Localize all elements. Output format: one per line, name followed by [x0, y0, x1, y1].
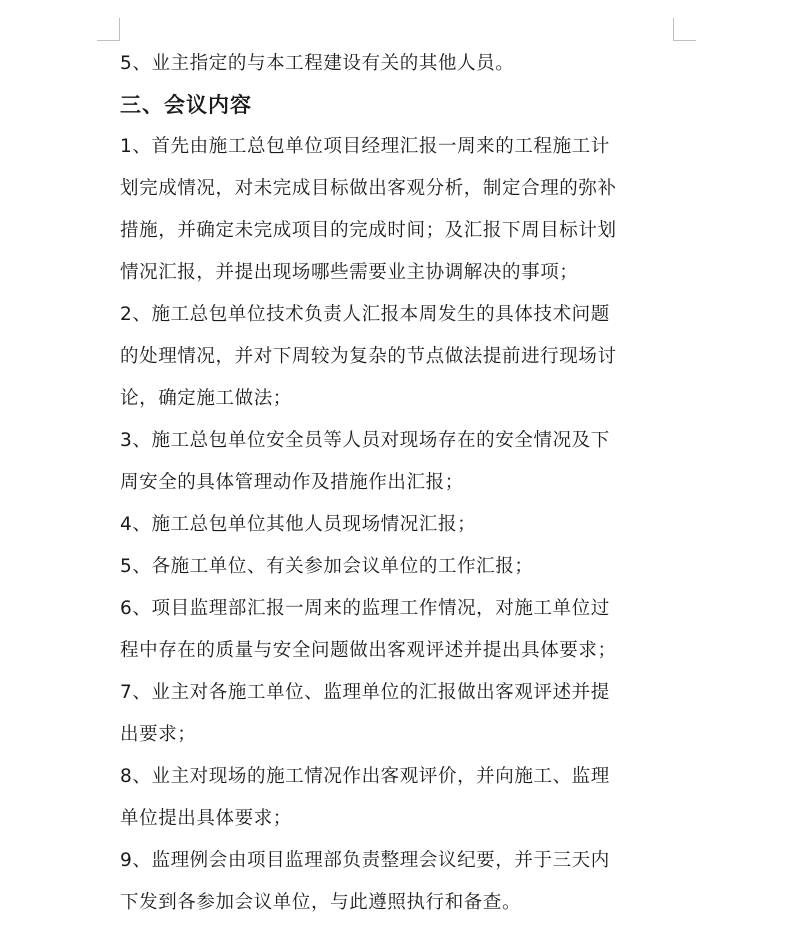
paragraph-line: 7、业主对各施工单位、监理单位的汇报做出客观评述并提 [120, 682, 610, 703]
paragraph-line: 的处理情况，并对下周较为复杂的节点做法提前进行现场讨 [120, 346, 617, 367]
paragraph-line: 8、业主对现场的施工情况作出客观评价，并向施工、监理 [120, 766, 610, 787]
paragraph-line: 措施，并确定未完成项目的完成时间；及汇报下周目标计划 [120, 220, 617, 241]
paragraph-line: 5、业主指定的与本工程建设有关的其他人员。 [120, 53, 515, 74]
paragraph-line: 3、施工总包单位安全员等人员对现场存在的安全情况及下 [120, 430, 610, 451]
crop-mark-top-right [673, 18, 696, 41]
paragraph-line: 程中存在的质量与安全问题做出客观评述并提出具体要求； [120, 640, 617, 661]
paragraph-line: 9、监理例会由项目监理部负责整理会议纪要，并于三天内 [120, 850, 610, 871]
section-heading: 三、会议内容 [120, 93, 252, 117]
paragraph-line: 5、各施工单位、有关参加会议单位的工作汇报； [120, 556, 534, 577]
paragraph-line: 出要求； [120, 724, 197, 745]
paragraph-line: 划完成情况，对未完成目标做出客观分析，制定合理的弥补 [120, 178, 617, 199]
paragraph-line: 6、项目监理部汇报一周来的监理工作情况，对施工单位过 [120, 598, 610, 619]
crop-mark-top-left [97, 18, 120, 41]
paragraph-line: 论，确定施工做法； [120, 388, 292, 409]
paragraph-line: 2、施工总包单位技术负责人汇报本周发生的具体技术问题 [120, 304, 610, 325]
document-body [120, 43, 680, 924]
paragraph-line: 单位提出具体要求； [120, 808, 292, 829]
paragraph-line: 下发到各参加会议单位，与此遵照执行和备查。 [120, 892, 522, 913]
paragraph-line: 4、施工总包单位其他人员现场情况汇报； [120, 514, 477, 535]
paragraph-line: 周安全的具体管理动作及措施作出汇报； [120, 472, 464, 493]
paragraph-line: 1、首先由施工总包单位项目经理汇报一周来的工程施工计 [120, 136, 610, 157]
paragraph-line: 情况汇报，并提出现场哪些需要业主协调解决的事项； [120, 262, 579, 283]
